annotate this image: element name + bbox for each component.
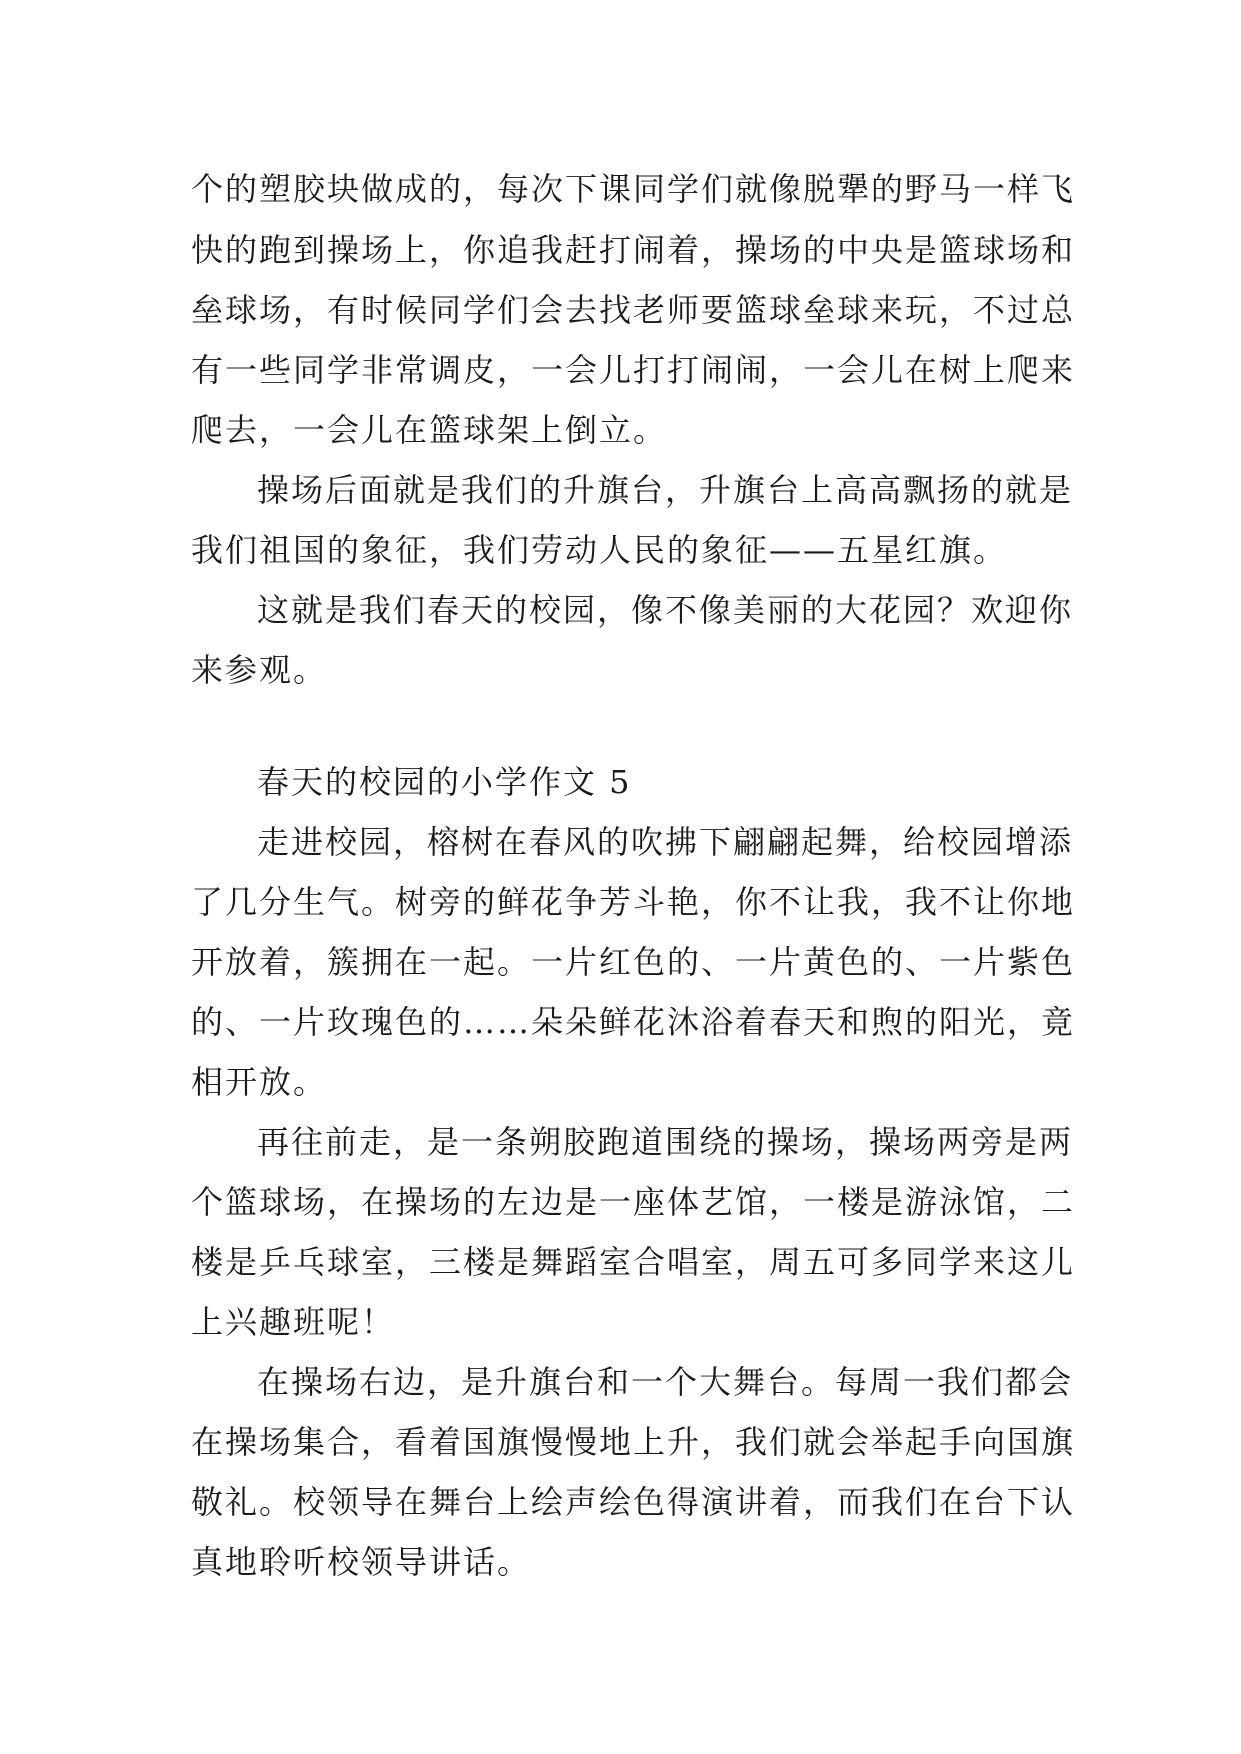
text-line: 开放着，簇拥在一起。一片红色的、一片黄色的、一片紫色 xyxy=(191,943,1076,981)
text-line: 楼是乒乓球室，三楼是舞蹈室合唱室，周五可多同学来这儿 xyxy=(191,1243,1076,1281)
text-line: 上兴趣班呢！ xyxy=(191,1303,396,1341)
text-line: 再往前走，是一条朔胶跑道围绕的操场，操场两旁是两 xyxy=(257,1123,1074,1161)
text-line: 个的塑胶块做成的，每次下课同学们就像脱犟的野马一样飞 xyxy=(191,170,1076,208)
text-line: 操场后面就是我们的升旗台，升旗台上高高飘扬的就是 xyxy=(257,471,1074,509)
text-line: 的、一片玫瑰色的……朵朵鲜花沐浴着春天和煦的阳光，竟 xyxy=(191,1003,1076,1041)
text-line: 了几分生气。树旁的鲜花争芳斗艳，你不让我，我不让你地 xyxy=(191,883,1076,921)
text-line: 爬去，一会儿在篮球架上倒立。 xyxy=(191,411,668,449)
text-line: 走进校园，榕树在春风的吹拂下翩翩起舞，给校园增添 xyxy=(257,823,1074,861)
text-line: 我们祖国的象征，我们劳动人民的象征——五星红旗。 xyxy=(191,531,1008,569)
text-line: 来参观。 xyxy=(191,651,328,689)
text-line: 有一些同学非常调皮，一会儿打打闹闹，一会儿在树上爬来 xyxy=(191,351,1076,389)
text-line: 敬礼。校领导在舞台上绘声绘色得演讲着，而我们在台下认 xyxy=(191,1483,1076,1521)
section-heading: 春天的校园的小学作文 5 xyxy=(257,763,632,801)
text-line: 相开放。 xyxy=(191,1063,328,1101)
text-line: 在操场集合，看着国旗慢慢地上升，我们就会举起手向国旗 xyxy=(191,1423,1076,1461)
text-line: 垒球场，有时候同学们会去找老师要篮球垒球来玩，不过总 xyxy=(191,291,1076,329)
text-line: 这就是我们春天的校园，像不像美丽的大花园？欢迎你 xyxy=(257,591,1074,629)
text-line: 真地聆听校领导讲话。 xyxy=(191,1543,532,1581)
text-line: 个篮球场，在操场的左边是一座体艺馆，一楼是游泳馆，二 xyxy=(191,1183,1076,1221)
text-line: 在操场右边，是升旗台和一个大舞台。每周一我们都会 xyxy=(257,1363,1074,1401)
text-line: 快的跑到操场上，你追我赶打闹着，操场的中央是篮球场和 xyxy=(191,231,1076,269)
